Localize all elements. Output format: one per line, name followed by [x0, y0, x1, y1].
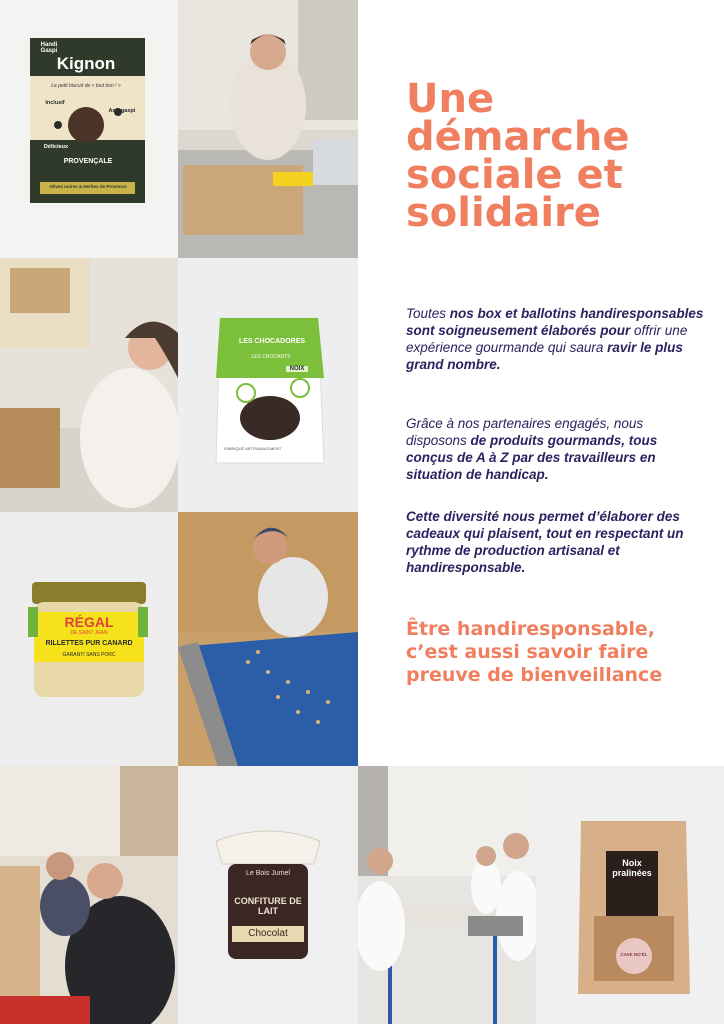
photo-noix-bag [536, 766, 724, 1024]
photo-team-factory [358, 766, 536, 1024]
kignon-slogan: Le petit biscuit de « tout bon ! » [51, 83, 121, 89]
photo-team-packing [0, 766, 178, 1024]
kignon-flavor: PROVENÇALE [63, 158, 113, 165]
page-title [406, 76, 706, 236]
title-line-1: Une [406, 76, 495, 122]
regal-sub: GARANTI SANS PORC [62, 652, 116, 658]
kignon-name: Kignon [56, 54, 116, 73]
regal-product: RILLETTES PUR CANARD [45, 640, 133, 647]
confiture-flavor: Chocolat [248, 928, 288, 939]
worker-packing-scene [0, 258, 178, 512]
partners-text-1: Grâce à nos partenaires engagés, nous disposons [406, 416, 644, 448]
chocadores-name: LES CHOCADORES [238, 338, 306, 345]
diversity-paragraph [406, 508, 706, 576]
chocadores-sub: LES CROCANTS [251, 354, 291, 360]
chocadores-bag-illustration [178, 258, 358, 512]
chocadores-maker: FABRIQUÉ ARTISANALEMENT [224, 446, 282, 451]
kignon-claim-2: Anti-gaspi [108, 108, 136, 114]
photo-worker-packing [0, 258, 178, 512]
tagline-line-2: c’est aussi savoir faire [406, 641, 649, 663]
kignon-box-illustration [0, 0, 178, 258]
regal-brand: RÉGAL [64, 614, 114, 630]
photo-confiture-jar [178, 766, 358, 1024]
partners-paragraph [406, 415, 706, 483]
photo-regal-jar [0, 512, 178, 766]
tagline-line-1: Être handiresponsable, [406, 618, 656, 640]
team-factory-scene [358, 766, 536, 1024]
photo-kignon-box [0, 0, 178, 258]
photo-worker-sorting [178, 512, 358, 766]
intro-bold-1: nos box et ballotins handiresponsables sont soigneusement élaborés pour [406, 306, 704, 338]
kignon-claim-3: Délicieux [43, 144, 69, 150]
tagline-line-3: preuve de bienveillance [406, 664, 663, 686]
kignon-claim-1: Inclusif [45, 100, 65, 106]
title-line-3: sociale et [406, 152, 623, 198]
worker-baking-scene [178, 0, 358, 258]
chocadores-badge: NOIX [286, 366, 308, 372]
regal-jar-illustration [0, 512, 178, 766]
noix-name: Noix pralinées [612, 858, 652, 878]
partners-bold-1: de produits gourmands, tous conçus de A à Z par des travailleurs en situation de handicap. [406, 433, 658, 482]
tagline [406, 618, 706, 687]
kignon-brand: Handi Gaspi [40, 42, 58, 54]
photo-chocadores-bag [178, 258, 358, 512]
confiture-brand: Le Bois Jumel [246, 870, 290, 877]
title-line-2: démarche [406, 114, 630, 160]
kignon-detail: Olives noires & Herbes de Provence [49, 184, 127, 189]
team-packing-scene [0, 766, 178, 1024]
diversity-bold-1: Cette diversité nous permet d’élaborer des cadeaux qui plaisent, tout en respectant un rythme de production artisanal et handiresponsable. [406, 509, 684, 575]
photo-worker-baking [178, 0, 358, 258]
worker-sorting-scene [178, 512, 358, 766]
intro-paragraph [406, 305, 706, 373]
regal-place: DE SAINT JEAN [70, 630, 108, 636]
intro-bold-2: ravir le plus grand nombre. [406, 340, 683, 372]
intro-text-1: Toutes [406, 306, 450, 321]
title-line-4: solidaire [406, 190, 601, 236]
noix-sticker: CAVE NO'ÉL [620, 952, 648, 957]
noix-bag-illustration [536, 766, 724, 1024]
confiture-jar-illustration [178, 766, 358, 1024]
intro-text-2: offrir une expérience gourmande qui saura [406, 323, 688, 355]
confiture-product: CONFITURE DE LAIT [234, 896, 302, 916]
